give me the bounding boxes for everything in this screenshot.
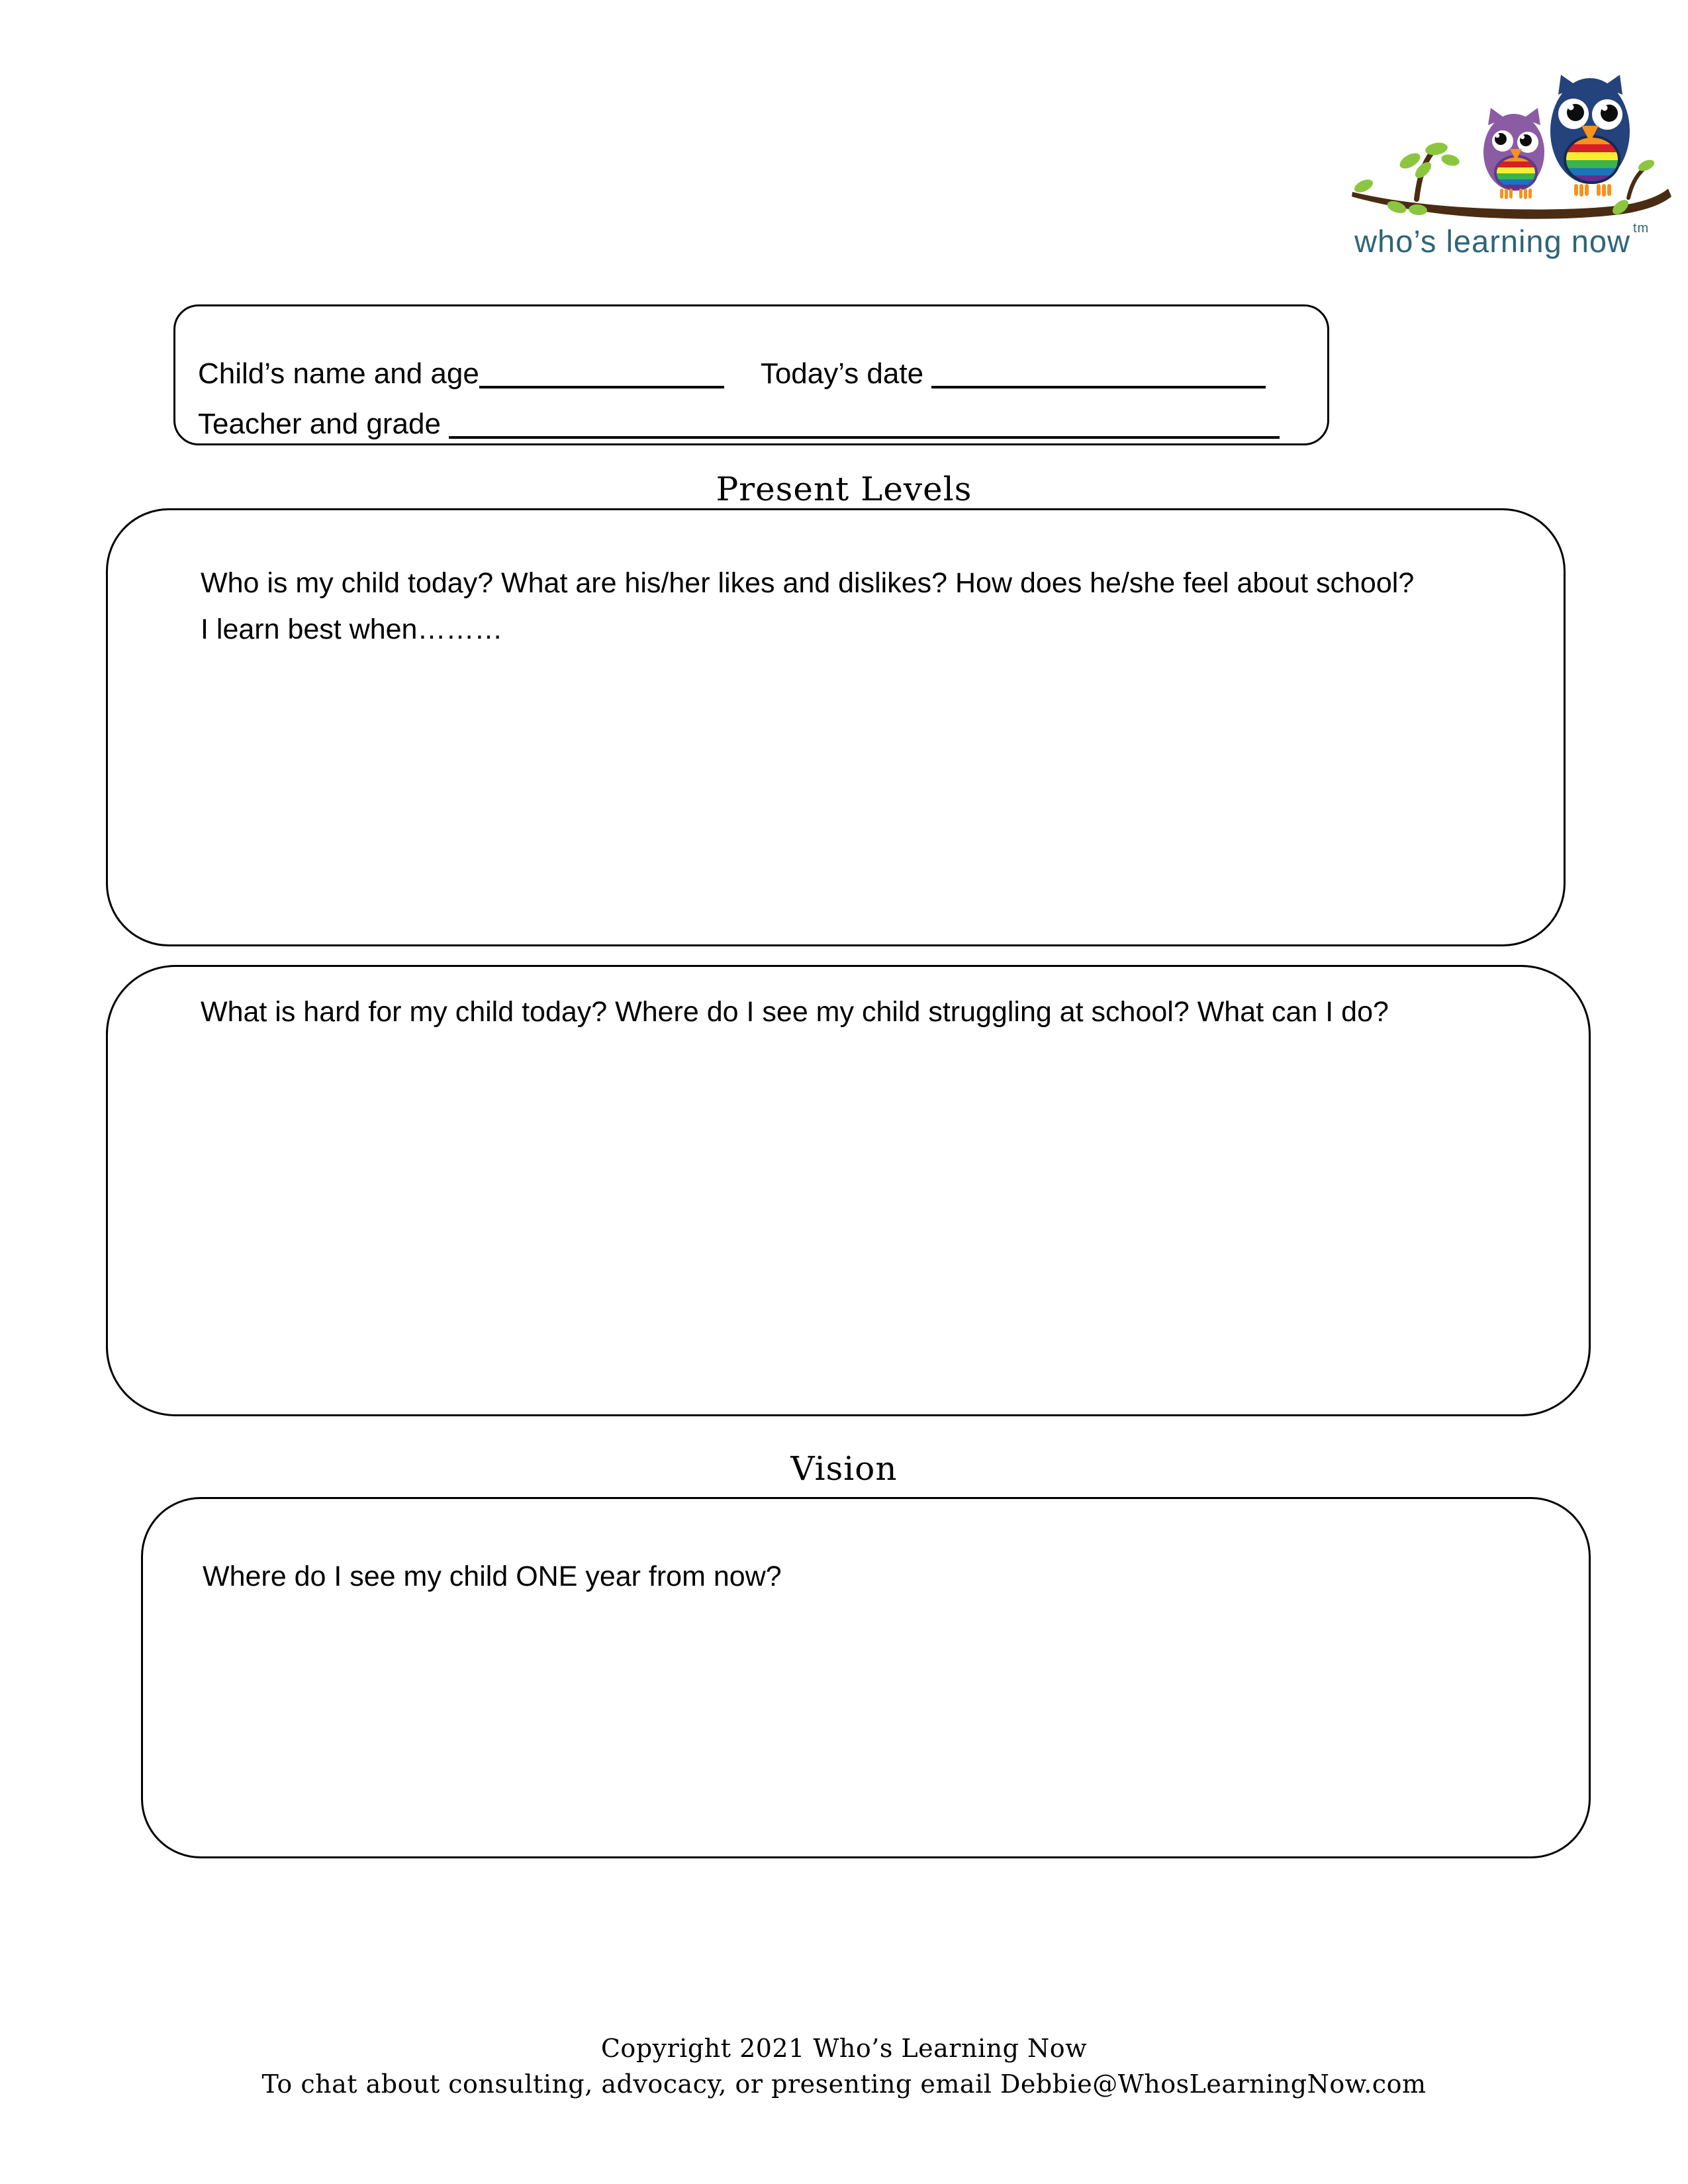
present-levels-box-2-answer-area[interactable] xyxy=(134,1046,1562,1394)
todays-date-label: Today’s date xyxy=(760,357,924,390)
small-owl-icon xyxy=(1483,108,1544,199)
student-info-box xyxy=(173,304,1329,445)
present-levels-box-1-answer-area[interactable] xyxy=(134,616,1537,925)
student-info-row-1 xyxy=(198,359,1307,388)
twig-right-icon xyxy=(1628,169,1643,198)
student-info-row-2 xyxy=(198,410,1307,439)
brand-logo xyxy=(1317,56,1675,268)
vision-box-answer-area[interactable] xyxy=(169,1612,1562,1837)
brand-trademark: tm xyxy=(1633,221,1650,236)
prompt-line: What is hard for my child today? Where do I see my child struggling at school? What can I do? xyxy=(201,996,1389,1028)
vision-heading: Vision xyxy=(790,1449,898,1488)
owl-logo-graphic xyxy=(1317,56,1675,268)
vision-box xyxy=(141,1497,1591,1858)
brand-text: who’s learning now xyxy=(1354,224,1630,259)
todays-date-blank[interactable] xyxy=(931,385,1266,388)
prompt-line: Who is my child today? What are his/her likes and dislikes? How does he/she feel about school? xyxy=(201,567,1415,599)
copyright-line: Copyright 2021 Who’s Learning Now xyxy=(600,2034,1088,2063)
present-levels-box-2 xyxy=(106,965,1591,1416)
childs-name-age-blank[interactable] xyxy=(479,385,724,388)
vision-box-prompt xyxy=(203,1553,782,1600)
teacher-grade-label: Teacher and grade xyxy=(198,408,441,440)
page-footer xyxy=(0,2030,1688,2102)
present-levels-box-1 xyxy=(106,508,1566,946)
large-owl-icon xyxy=(1550,75,1630,197)
present-levels-heading: Present Levels xyxy=(716,470,972,508)
childs-name-age-label: Child’s name and age xyxy=(198,357,479,390)
present-levels-box-2-prompt xyxy=(201,989,1389,1035)
prompt-line: I learn best when……… xyxy=(201,614,503,645)
contact-line: To chat about consulting, advocacy, or presenting email Debbie@WhosLearningNow.com xyxy=(261,2070,1427,2099)
teacher-grade-blank[interactable] xyxy=(449,435,1280,439)
prompt-line: Where do I see my child ONE year from now? xyxy=(203,1561,782,1592)
